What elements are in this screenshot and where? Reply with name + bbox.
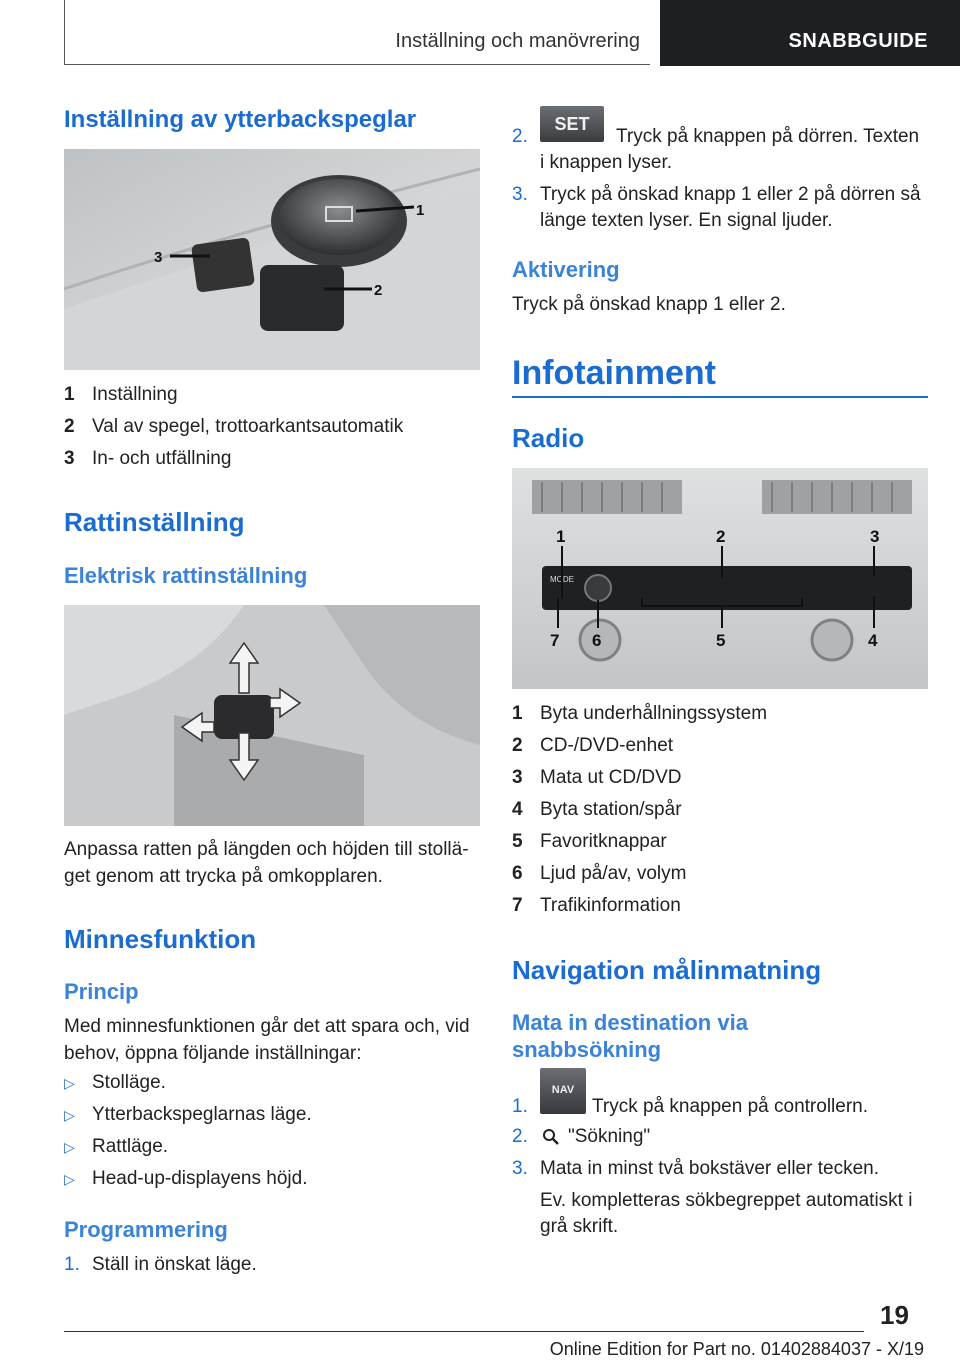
- header-title: Inställning och manövrering: [395, 30, 640, 52]
- step-2-line2: i knappen lyser.: [540, 152, 673, 173]
- list-item: ▷ Ytterbackspeglarnas läge.: [64, 1104, 312, 1125]
- mode-label: MODE: [550, 575, 574, 584]
- list-item: ▷ Rattläge.: [64, 1136, 169, 1157]
- header-divider: [64, 0, 65, 64]
- memory-text-line2: behov, öppna följande inställningar:: [64, 1043, 362, 1064]
- list-item: ▷ Head-up-displayens höjd.: [64, 1168, 308, 1189]
- step-2-line1: Tryck på knappen på dörren. Texten: [616, 126, 920, 147]
- list-item: 6 Ljud på/av, volym: [512, 863, 687, 884]
- programming-step-3: 3. Tryck på önskad knapp 1 eller 2 på dörren så: [512, 184, 921, 205]
- steering-subheading: Elektrisk rattinställning: [64, 563, 308, 588]
- radio-callout-5: 5: [716, 631, 726, 650]
- list-item: 4 Byta station/spår: [512, 799, 682, 820]
- memory-heading: Minnesfunktion: [64, 924, 257, 954]
- list-item: 3 In- och utfällning: [64, 448, 232, 469]
- navigation-heading: Navigation målinmatning: [512, 955, 822, 985]
- mirror-control-image: [64, 149, 480, 370]
- step-3-line2: länge texten lyser. En signal ljuder.: [540, 210, 833, 231]
- triangle-bullet-icon: ▷: [64, 1139, 75, 1155]
- nav-step-2-text: "Sökning": [568, 1126, 651, 1147]
- footer-rule: [64, 1331, 864, 1332]
- radio-callout-2: 2: [716, 527, 726, 546]
- header-rule: [64, 64, 650, 65]
- radio-callout-7: 7: [550, 631, 560, 650]
- section-rule: [512, 396, 928, 398]
- radio-callout-3: 3: [870, 527, 880, 546]
- triangle-bullet-icon: ▷: [64, 1171, 75, 1187]
- programming-step-1: 1. Ställ in önskat läge.: [64, 1254, 257, 1275]
- steering-control-image: [64, 605, 480, 826]
- memory-principle-heading: Princip: [64, 979, 139, 1004]
- list-item: ▷ Stolläge.: [64, 1072, 166, 1093]
- steering-text-line2: get genom att trycka på omkopplaren.: [64, 866, 383, 887]
- programming-heading: Programmering: [64, 1217, 228, 1242]
- memory-text-line1: Med minnesfunktionen går det att spara och, vid: [64, 1016, 470, 1037]
- nav-note-line2: grå skrift.: [540, 1216, 619, 1237]
- page-number: 19: [880, 1300, 909, 1330]
- search-icon: [541, 1127, 561, 1147]
- radio-callout-1: 1: [556, 527, 566, 546]
- list-item: 1 Inställning: [64, 384, 178, 405]
- programming-step-2: 2.: [512, 126, 528, 147]
- radio-callout-4: 4: [868, 631, 878, 650]
- nav-step-1: 1.: [512, 1096, 528, 1117]
- steering-text-line1: Anpassa ratten på längden och höjden till stollä-: [64, 839, 469, 860]
- triangle-bullet-icon: ▷: [64, 1107, 75, 1123]
- footer-edition: Online Edition for Part no. 01402884037 - X/19: [549, 1339, 924, 1359]
- mirror-callout-1: 1: [416, 202, 425, 219]
- infotainment-heading: Infotainment: [512, 354, 716, 392]
- mirror-callout-2: 2: [374, 282, 383, 299]
- triangle-bullet-icon: ▷: [64, 1075, 75, 1091]
- nav-step-1-text: Tryck på knappen på controllern.: [592, 1096, 869, 1117]
- nav-note-line1: Ev. kompletteras sökbegreppet automatiskt i: [540, 1190, 913, 1211]
- radio-unit-image: [512, 468, 928, 689]
- list-item: 2 Val av spegel, trottoarkantsautomatik: [64, 416, 404, 437]
- radio-callout-6: 6: [592, 631, 602, 650]
- list-item: 1 Byta underhållningssystem: [512, 703, 768, 724]
- radio-heading: Radio: [512, 423, 585, 453]
- list-item: 7 Trafikinformation: [512, 895, 681, 916]
- set-button-icon: SET: [540, 106, 604, 142]
- steering-heading: Rattinställning: [64, 507, 245, 537]
- list-item: 2 CD-/DVD-enhet: [512, 735, 674, 756]
- activation-text: Tryck på önskad knapp 1 eller 2.: [512, 294, 786, 315]
- header-tab[interactable]: [660, 0, 960, 66]
- activation-heading: Aktivering: [512, 257, 620, 282]
- mirror-callout-3: 3: [154, 249, 163, 266]
- nav-step-3: 3. Mata in minst två bokstäver eller tecken.: [512, 1158, 879, 1179]
- mirrors-heading: Inställning av ytterbackspeglar: [64, 106, 417, 133]
- navigation-sub-line1: Mata in destination via: [512, 1010, 748, 1035]
- navigation-sub-line2: snabbsökning: [512, 1037, 662, 1062]
- header-tab-label: SNABBGUIDE: [788, 30, 928, 52]
- nav-button-icon: NAV: [540, 1068, 586, 1114]
- list-item: 3 Mata ut CD/DVD: [512, 767, 682, 788]
- nav-step-2: 2.: [512, 1126, 528, 1147]
- list-item: 5 Favoritknappar: [512, 831, 667, 852]
